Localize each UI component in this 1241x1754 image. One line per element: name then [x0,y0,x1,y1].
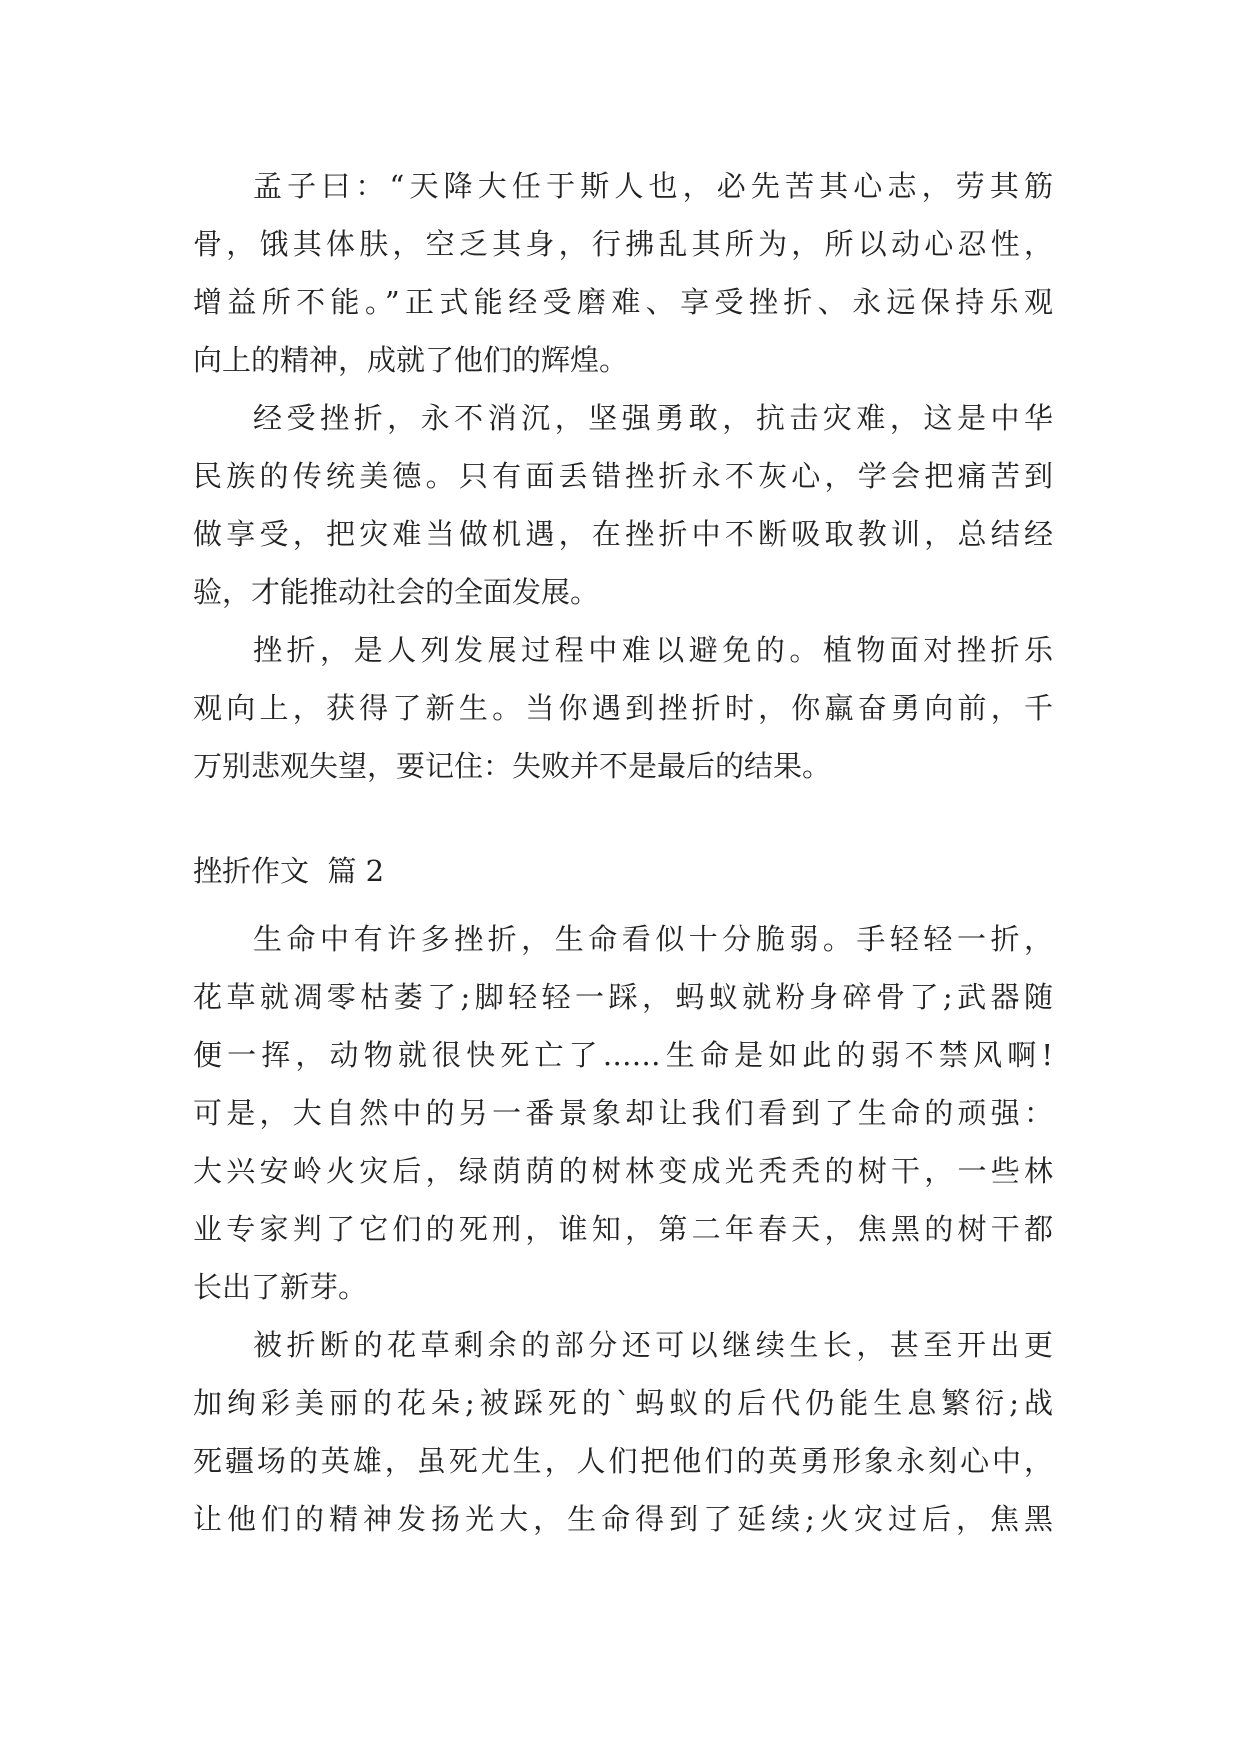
paragraph-2-line-4: 验，才能推动社会的全面发展。 [193,575,600,609]
paragraph-4-line-1: 生命中有许多挫折，生命看似十分脆弱。手轻轻一折， [253,922,1053,956]
paragraph-2-line-1: 经受挫折，永不消沉，坚强勇敢，抗击灾难，这是中华 [253,401,1053,435]
paragraph-1-line-4: 向上的精神，成就了他们的辉煌。 [193,343,629,377]
paragraph-5-line-1: 被折断的花草剩余的部分还可以继续生长，甚至开出更 [253,1328,1053,1362]
paragraph-5-line-2: 加绚彩美丽的花朵;被踩死的`蚂蚁的后代仍能生息繁衍;战 [193,1386,1053,1420]
paragraph-1-line-3: 增益所不能。”正式能经受磨难、享受挫折、永远保持乐观 [193,285,1053,319]
paragraph-3-line-2: 观向上，获得了新生。当你遇到挫折时，你羸奋勇向前，千 [193,691,1053,725]
section-heading: 挫折作文 篇 2 [193,854,385,888]
paragraph-2-line-2: 民族的传统美德。只有面丢错挫折永不灰心，学会把痛苦到 [193,459,1053,493]
paragraph-3-line-1: 挫折，是人列发展过程中难以避免的。植物面对挫折乐 [253,633,1053,667]
paragraph-1-line-2: 骨，饿其体肤，空乏其身，行拂乱其所为，所以动心忍性， [193,227,1053,261]
paragraph-4-line-5: 大兴安岭火灾后，绿荫荫的树林变成光秃秃的树干，一些林 [193,1154,1053,1188]
paragraph-1-line-1: 孟子曰：“天降大任于斯人也，必先苦其心志，劳其筋 [253,169,1053,203]
paragraph-4-line-6: 业专家判了它们的死刑，谁知，第二年春天，焦黑的树干都 [193,1212,1053,1246]
paragraph-3-line-3: 万别悲观失望，要记住：失败并不是最后的结果。 [193,749,832,783]
paragraph-4-line-3: 便一挥，动物就很快死亡了……生命是如此的弱不禁风啊! [193,1038,1053,1072]
paragraph-4-line-4: 可是，大自然中的另一番景象却让我们看到了生命的顽强： [193,1096,1053,1130]
paragraph-2-line-3: 做享受，把灾难当做机遇，在挫折中不断吸取教训，总结经 [193,517,1053,551]
paragraph-4-line-7: 长出了新芽。 [193,1270,368,1304]
paragraph-5-line-3: 死疆场的英雄，虽死尤生，人们把他们的英勇形象永刻心中， [193,1444,1053,1478]
paragraph-4-line-2: 花草就凋零枯萎了;脚轻轻一踩，蚂蚁就粉身碎骨了;武器随 [193,980,1053,1014]
paragraph-5-line-4: 让他们的精神发扬光大，生命得到了延续;火灾过后，焦黑 [193,1502,1053,1536]
